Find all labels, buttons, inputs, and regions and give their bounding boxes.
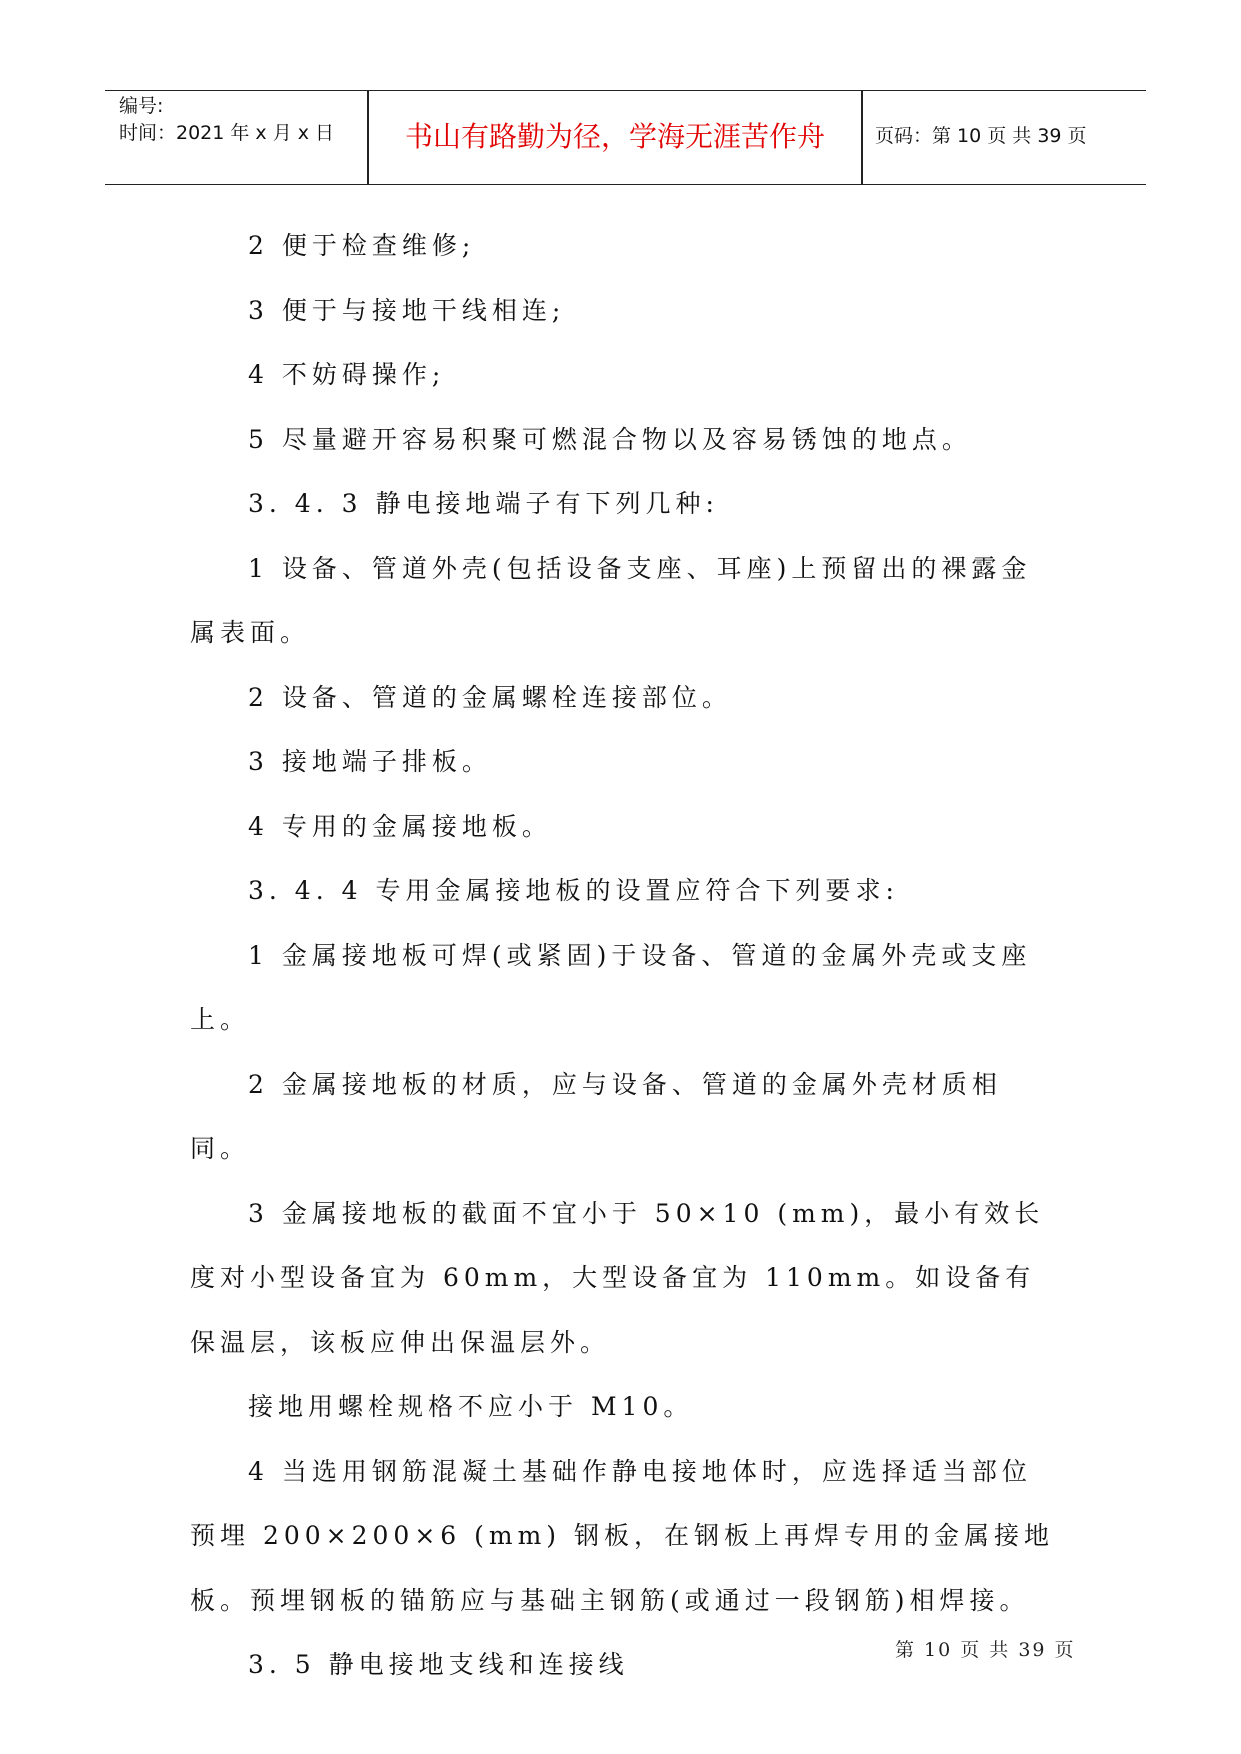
page-header — [105, 90, 1146, 185]
section-heading: 3. 4. 4 专用金属接地板的设置应符合下列要求: — [248, 876, 899, 905]
header-meta — [119, 93, 334, 147]
header-divider — [861, 91, 863, 184]
paragraph: 1 设备、管道外壳(包括设备支座、耳座)上预留出的裸露金属表面。 — [190, 553, 1032, 647]
paragraph: 2 便于检查维修; — [248, 231, 476, 260]
page-footer: 第 10 页 共 39 页 — [895, 1639, 1076, 1661]
section-heading: 3. 4. 3 静电接地端子有下列几种: — [248, 489, 719, 518]
date-label: 时间：2021 年 x 月 x 日 — [119, 122, 335, 144]
paragraph: 4 不妨碍操作; — [248, 360, 446, 389]
paragraph: 5 尽量避开容易积聚可燃混合物以及容易锈蚀的地点。 — [248, 424, 972, 454]
paragraph: 4 专用的金属接地板。 — [248, 811, 552, 841]
paragraph: 接地用螺栓规格不应小于 M10。 — [248, 1392, 694, 1421]
paragraph: 2 设备、管道的金属螺栓连接部位。 — [248, 682, 732, 712]
paragraph: 4 当选用钢筋混凝土基础作静电接地体时，应选择适当部位预埋 200×200×6 (mm) 钢板，在钢板上再焊专用的金属接地板。预埋钢板的锚筋应与基础主钢筋(或通过一段钢筋)相焊接。 — [190, 1456, 1054, 1615]
document-body — [190, 214, 1058, 1698]
paragraph: 3 金属接地板的截面不宜小于 50×10 (mm)，最小有效长度对小型设备宜为 60mm，大型设备宜为 110mm。如设备有保温层，该板应伸出保温层外。 — [190, 1198, 1045, 1357]
section-heading: 3. 5 静电接地支线和连接线 — [248, 1650, 629, 1679]
paragraph: 3 接地端子排板。 — [248, 747, 492, 776]
paragraph: 2 金属接地板的材质，应与设备、管道的金属外壳材质相同。 — [190, 1069, 1002, 1163]
serial-number-label: 编号: — [119, 95, 164, 117]
paragraph: 3 便于与接地干线相连; — [248, 295, 566, 325]
header-motto: 书山有路勤为径，学海无涯苦作舟 — [404, 120, 825, 153]
header-page-info: 页码：第 10 页 共 39 页 — [875, 125, 1087, 147]
paragraph: 1 金属接地板可焊(或紧固)于设备、管道的金属外壳或支座上。 — [190, 940, 1032, 1034]
